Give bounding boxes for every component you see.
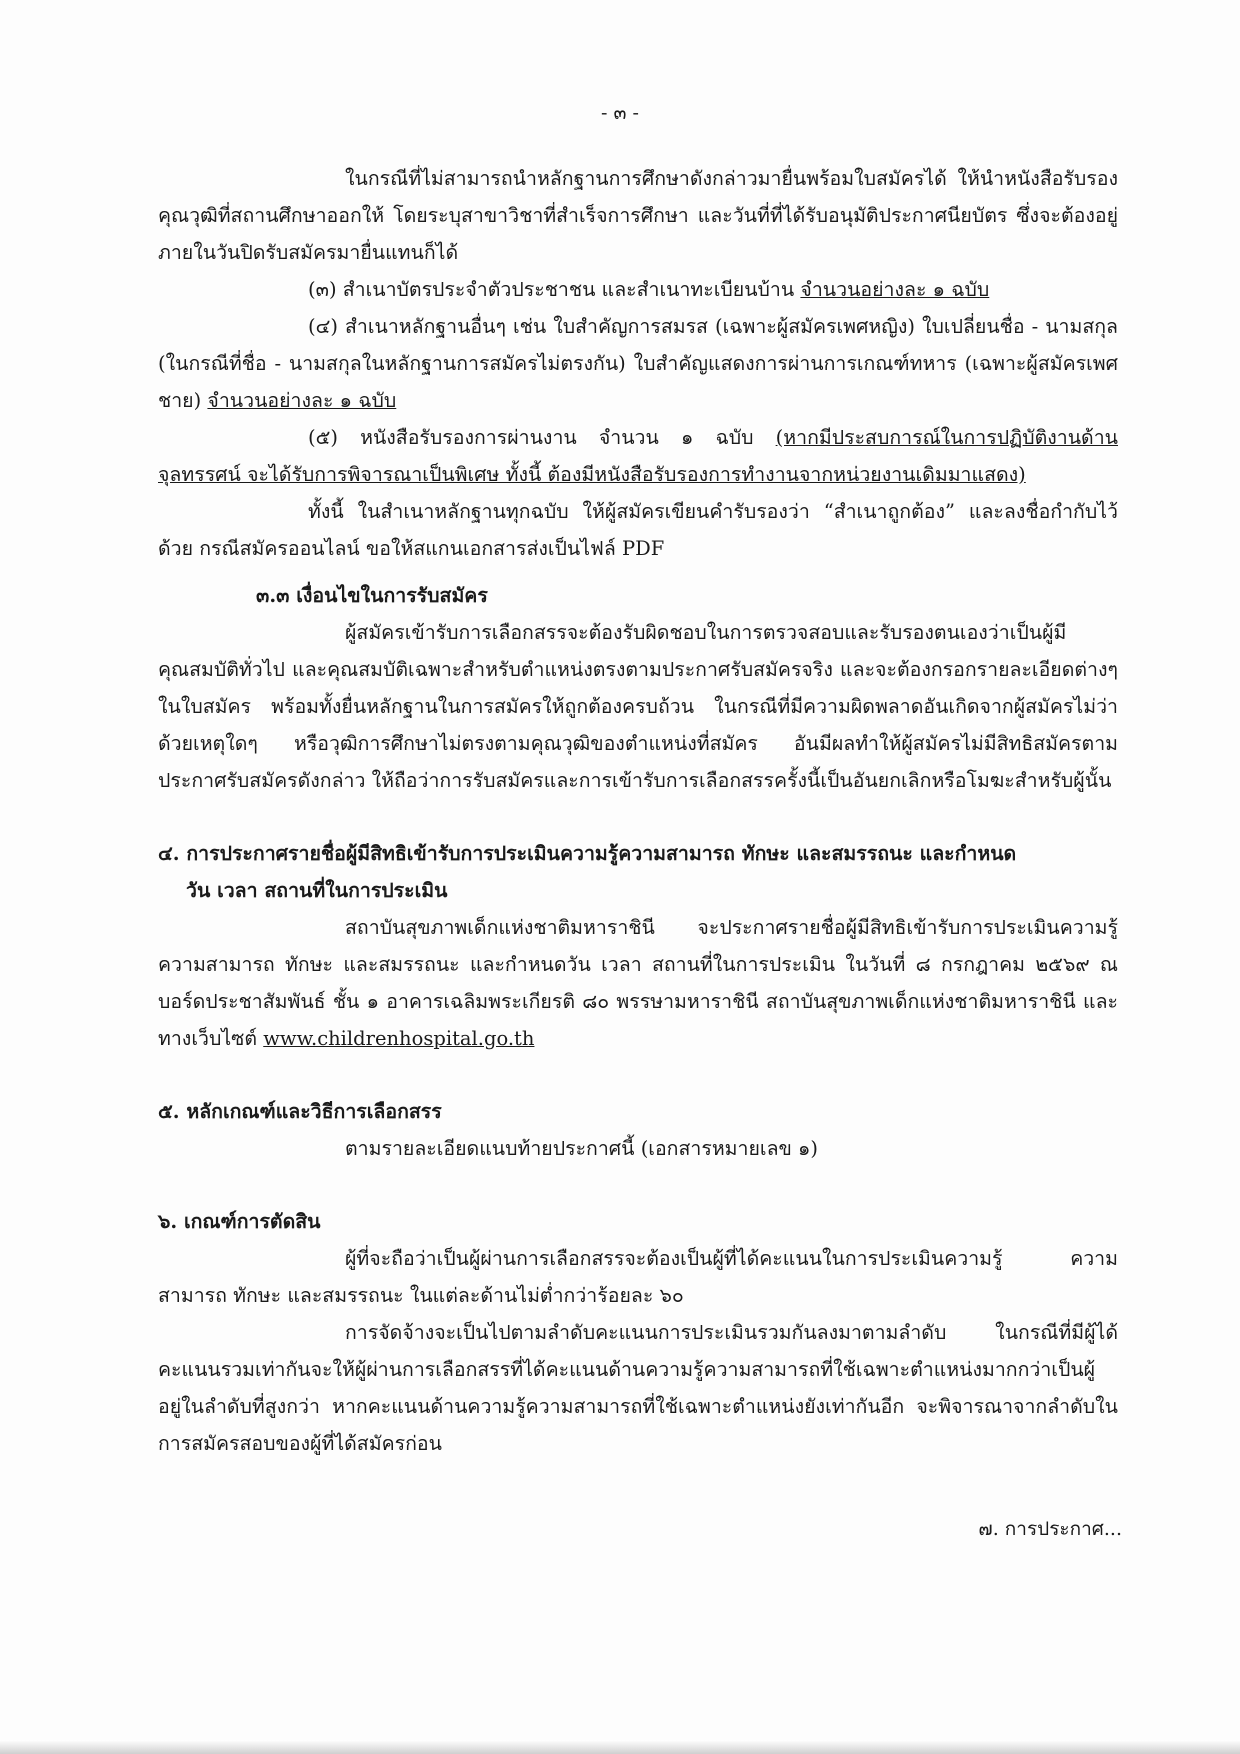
section-3-3-heading: ๓.๓ เงื่อนไขในการรับสมัคร — [256, 584, 488, 607]
page-number: - ๓ - — [601, 102, 639, 124]
item-3 — [158, 271, 1118, 308]
section-5-heading: ๕. หลักเกณฑ์และวิธีการเลือกสรร — [158, 1100, 442, 1123]
item-4-underline: จำนวนอย่างละ ๑ ฉบับ — [207, 389, 397, 412]
section-4-heading-line2: วัน เวลา สถานที่ในการประเมิน — [186, 879, 448, 902]
section-3-3-body: ผู้สมัครเข้ารับการเลือกสรรจะต้องรับผิดชอบในการตรวจสอบและรับรองตนเองว่าเป็นผู้มีคุณสมบัติทั่วไป และคุณสมบัติเฉพาะสำหรับตำแหน่งตรงตามประกาศรับสมัครจริง และจะต้องกรอกรายละเอียดต่างๆ ในใบสมัคร พร้อมทั้งยื่นหลักฐานในการสมัครให้ถูกต้องครบถ้วน ในกรณีที่มีความผิดพลาดอันเกิดจากผู้สมัครไม่ว่าด้วยเหตุใดๆ หรือวุฒิการศึกษาไม่ตรงตามคุณวุฒิของตำแหน่งที่สมัคร อันมีผลทำให้ผู้สมัครไม่มีสิทธิสมัครตามประกาศรับสมัครดังกล่าว ให้ถือว่าการรับสมัครและการเข้ารับการเลือกสรรครั้งนี้เป็นอันยกเลิกหรือโมฆะสำหรับผู้นั้น — [158, 621, 1118, 792]
item-5 — [158, 419, 1118, 493]
intro-paragraph: ในกรณีที่ไม่สามารถนำหลักฐานการศึกษาดังกล่าวมายื่นพร้อมใบสมัครได้ ให้นำหนังสือรับรองคุณวุฒิที่สถานศึกษาออกให้ โดยระบุสาขาวิชาที่สำเร็จการศึกษา และวันที่ที่ได้รับอนุมัติประกาศนียบัตร ซึ่งจะต้องอยู่ภายในวันปิดรับสมัครมายื่นแทนก็ได้ — [158, 167, 1118, 264]
section-4-body — [158, 909, 1118, 1057]
item-3-underline: จำนวนอย่างละ ๑ ฉบับ — [800, 278, 990, 301]
section-6-body-1: ผู้ที่จะถือว่าเป็นผู้ผ่านการเลือกสรรจะต้องเป็นผู้ที่ได้คะแนนในการประเมินความรู้ ความสามารถ ทักษะ และสมรรถนะ ในแต่ละด้านไม่ต่ำกว่าร้อยละ ๖๐ — [158, 1247, 1118, 1307]
section-6-body-2: การจัดจ้างจะเป็นไปตามลำดับคะแนนการประเมินรวมกันลงมาตามลำดับ ในกรณีที่มีผู้ได้คะแนนรวมเท่ากันจะให้ผู้ผ่านการเลือกสรรที่ได้คะแนนด้านความรู้ความสามารถที่ใช้เฉพาะตำแหน่งมากกว่าเป็นผู้อยู่ในลำดับที่สูงกว่า หากคะแนนด้านความรู้ความสามารถที่ใช้เฉพาะตำแหน่งยังเท่ากันอีก จะพิจารณาจากลำดับในการสมัครสอบของผู้ที่ได้สมัครก่อน — [158, 1321, 1118, 1455]
item-4 — [158, 308, 1118, 419]
document-body — [158, 160, 1118, 1462]
item-3-text: (๓) สำเนาบัตรประจำตัวประชาชน และสำเนาทะเบียนบ้าน — [308, 278, 801, 301]
website-link[interactable]: www.childrenhospital.go.th — [263, 1027, 535, 1050]
section-6-heading: ๖. เกณฑ์การตัดสิน — [158, 1210, 321, 1233]
item-4-text: (๔) สำเนาหลักฐานอื่นๆ เช่น ใบสำคัญการสมรส (เฉพาะผู้สมัครเพศหญิง) ใบเปลี่ยนชื่อ - นามสกุล (ในกรณีที่ชื่อ - นามสกุลในหลักฐานการสมัครไม่ตรงกัน) ใบสำคัญแสดงการผ่านการเกณฑ์ทหาร (เฉพาะผู้สมัครเพศชาย) — [158, 315, 1118, 412]
section-5-body: ตามรายละเอียดแนบท้ายประกาศนี้ (เอกสารหมายเลข ๑) — [345, 1137, 819, 1160]
copy-certification-note: ทั้งนี้ ในสำเนาหลักฐานทุกฉบับ ให้ผู้สมัครเขียนคำรับรองว่า “สำเนาถูกต้อง” และลงชื่อกำกับไว้ด้วย กรณีสมัครออนไลน์ ขอให้สแกนเอกสารส่งเป็นไฟล์ PDF — [158, 500, 1118, 560]
scan-bottom-edge — [0, 1740, 1240, 1754]
item-5-underline: (หากมีประสบการณ์ในการปฏิบัติงานด้านจุลทรรศน์ จะได้รับการพิจารณาเป็นพิเศษ ทั้งนี้ ต้องมีหนังสือรับรองการทำงานจากหน่วยงานเดิมมาแสดง) — [158, 426, 1118, 486]
item-5-text: (๕) หนังสือรับรองการผ่านงาน จำนวน ๑ ฉบับ — [308, 426, 776, 449]
section-4-heading-line1: ๔. การประกาศรายชื่อผู้มีสิทธิเข้ารับการประเมินความรู้ความสามารถ ทักษะ และสมรรถนะ และกำหนด — [158, 842, 1017, 865]
section-4-body-text: สถาบันสุขภาพเด็กแห่งชาติมหาราชินี จะประกาศรายชื่อผู้มีสิทธิเข้ารับการประเมินความรู้ความสามารถ ทักษะ และสมรรถนะ และกำหนดวัน เวลา สถานที่ในการประเมิน ในวันที่ ๘ กรกฎาคม ๒๕๖๙ ณ บอร์ดประชาสัมพันธ์ ชั้น ๑ อาคารเฉลิมพระเกียรติ ๘๐ พรรษามหาราชินี สถาบันสุขภาพเด็กแห่งชาติมหาราชินี และทางเว็บไซต์ — [158, 916, 1118, 1050]
continuation-note: ๗. การประกาศ... — [978, 1518, 1122, 1540]
